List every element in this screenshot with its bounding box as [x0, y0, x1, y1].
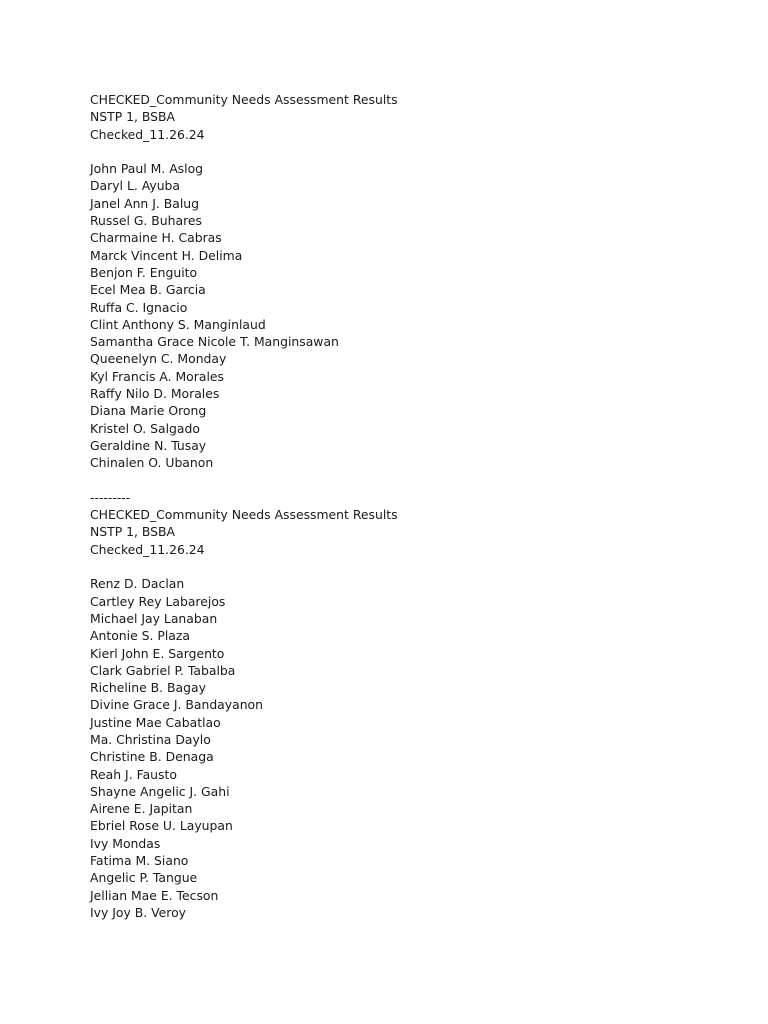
list-item: Ecel Mea B. Garcia	[90, 282, 206, 298]
section1-name-list	[90, 160, 730, 471]
blank-line	[90, 472, 730, 489]
list-item: Marck Vincent H. Delima	[90, 247, 243, 263]
list-item: Justine Mae Cabatlao	[90, 714, 221, 730]
blank-line	[90, 558, 730, 575]
list-item: Richeline B. Bagay	[90, 680, 206, 696]
blank-line	[90, 143, 730, 160]
list-item: Kierl John E. Sargento	[90, 645, 225, 661]
list-item: Samantha Grace Nicole T. Manginsawan	[90, 334, 339, 350]
list-item: Cartley Rey Labarejos	[90, 593, 226, 609]
list-item: Ebriel Rose U. Layupan	[90, 818, 233, 834]
list-item: Benjon F. Enguito	[90, 264, 198, 280]
list-item: Ivy Mondas	[90, 835, 161, 851]
section2-title: CHECKED_Community Needs Assessment Results	[90, 507, 398, 523]
list-item: Daryl L. Ayuba	[90, 178, 181, 194]
list-item: Reah J. Fausto	[90, 766, 177, 782]
list-item: Fatima M. Siano	[90, 853, 189, 869]
list-item: Ivy Joy B. Veroy	[90, 904, 187, 920]
section1-checked-date: Checked_11.26.24	[90, 126, 205, 142]
list-item: Geraldine N. Tusay	[90, 437, 207, 453]
list-item: Airene E. Japitan	[90, 801, 193, 817]
list-item: Clint Anthony S. Manginlaud	[90, 316, 266, 332]
list-item: John Paul M. Aslog	[90, 161, 204, 177]
list-item: Queenelyn C. Monday	[90, 351, 227, 367]
list-item: Raffy Nilo D. Morales	[90, 386, 220, 402]
list-item: Jellian Mae E. Tecson	[90, 887, 219, 903]
list-item: Diana Marie Orong	[90, 403, 207, 419]
list-item: Charmaine H. Cabras	[90, 230, 222, 246]
list-item: Russel G. Buhares	[90, 213, 202, 229]
list-item: Kyl Francis A. Morales	[90, 368, 224, 384]
list-item: Ruffa C. Ignacio	[90, 299, 188, 315]
list-item: Ma. Christina Daylo	[90, 731, 211, 747]
section2-name-list	[90, 575, 730, 921]
section-separator: ---------	[90, 489, 131, 505]
list-item: Janel Ann J. Balug	[90, 195, 200, 211]
list-item: Kristel O. Salgado	[90, 420, 200, 436]
list-item: Antonie S. Plaza	[90, 628, 190, 644]
list-item: Chinalen O. Ubanon	[90, 455, 214, 471]
list-item: Renz D. Daclan	[90, 576, 185, 592]
section2-course: NSTP 1, BSBA	[90, 524, 175, 540]
list-item: Divine Grace J. Bandayanon	[90, 697, 263, 713]
list-item: Michael Jay Lanaban	[90, 610, 218, 626]
list-item: Clark Gabriel P. Tabalba	[90, 662, 236, 678]
section2-checked-date: Checked_11.26.24	[90, 541, 205, 557]
list-item: Shayne Angelic J. Gahi	[90, 783, 230, 799]
list-item: Christine B. Denaga	[90, 749, 214, 765]
document-page	[90, 91, 730, 921]
section1-course: NSTP 1, BSBA	[90, 109, 175, 125]
list-item: Angelic P. Tangue	[90, 870, 198, 886]
section1-title: CHECKED_Community Needs Assessment Results	[90, 92, 398, 107]
